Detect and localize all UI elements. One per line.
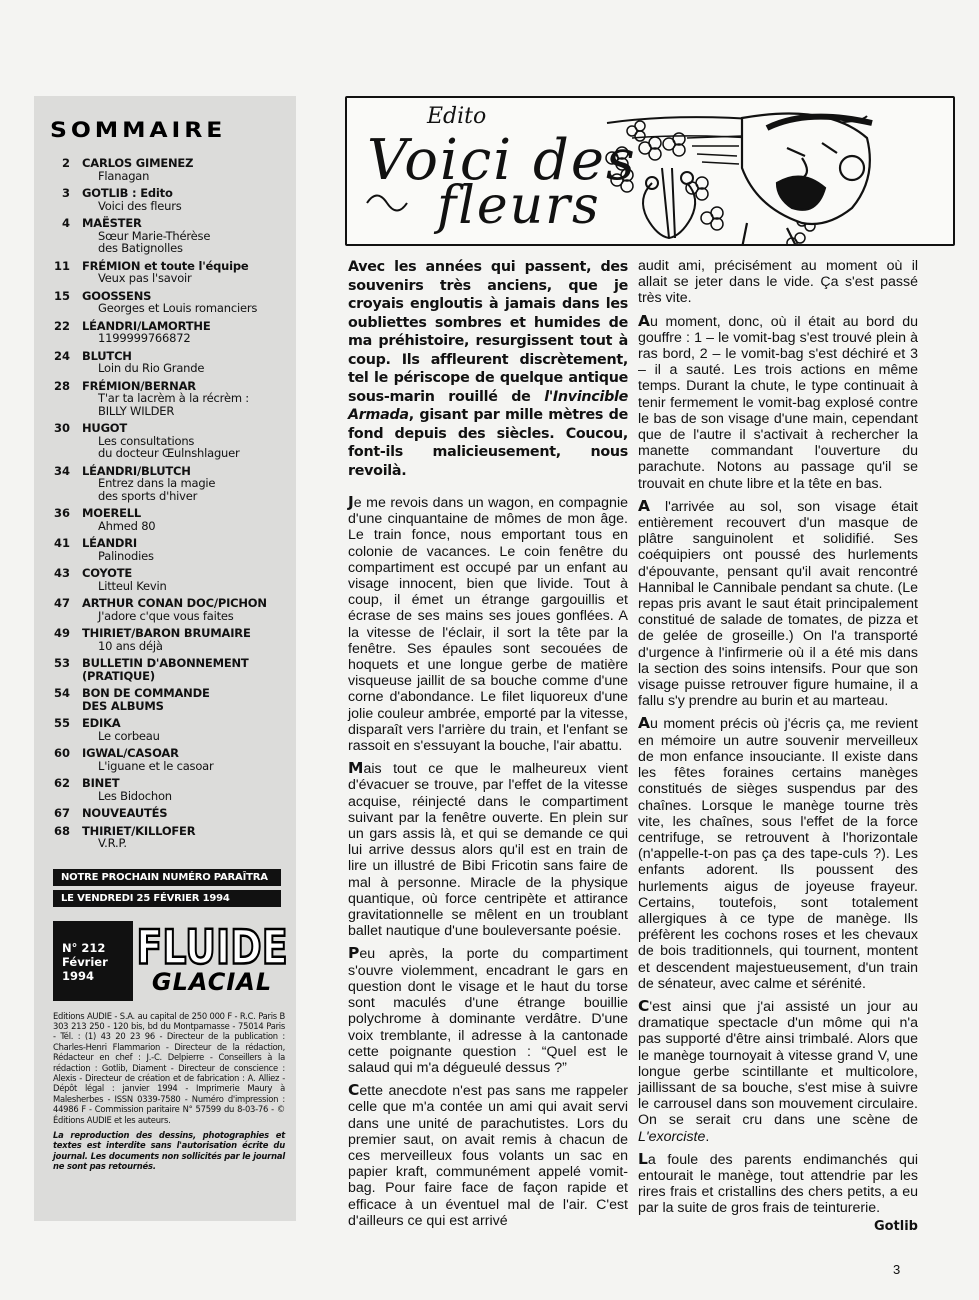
issue-month: Février [62,954,108,969]
toc-page-number: 28 [53,378,70,393]
toc-item [48,597,286,622]
toc-author: IGWAL/CASOAR [82,746,179,760]
toc-author: HUGOT [82,421,128,435]
toc-author: FRÉMION et toute l'équipe [82,258,249,273]
toc-page-number: 67 [53,806,70,820]
toc-title: L'iguane et le casoar [98,758,214,773]
sommaire-title: SOMMAIRE [50,118,227,142]
toc-title: Georges et Louis romanciers [98,301,258,315]
paragraph-text: e me revois dans un wagon, en compagnie d'une cinquantaine de mômes de mon âge. Le train fonce, nous emportant tous en colonie de vacances. Le coin fenêtre du compartiment est occupé par un enfant au visage innocent, bien que livide. Tout à coup, il émet un étrange gargouillis et écrase de ses mains ses joues gonflées. A la vitesse de l'éclair, il sort la tête par la fenêtre. Ses épaules sont secouées de hoquets et une longue gerbe de matière visqueuse jaillit de sa bouche comme d'une corne d'abondance. Le filet liquoreux d'une jolie couleur ambrée, emporté par la vitesse, disparaît vers l'arrière du train, et l'enfant se rassoit en s'essuyant la bouche, l'air abattu. [348,495,628,755]
toc-page-number: 62 [53,776,70,790]
toc-page-number: 34 [53,463,70,478]
paragraph-italic: L'exorciste [638,1128,706,1145]
toc-item [48,777,286,802]
logo-line-2: GLACIAL [151,967,273,996]
toc-page-number: 11 [53,258,70,273]
left-paragraphs [348,494,628,1229]
toc-entry [82,825,286,850]
article-column-right [638,258,918,1235]
lead-text: Avec les années qui passent, des souvenirs très anciens, que je croyais engloutis à jamais dans les oubliettes sombres et humides de ma préhistoire, resurgissent tout à coup. Ils affleurent discrètement, tel le périscope de quelque antique sous-marin rouillé de [348,259,628,405]
drop-cap: A [638,714,650,733]
issue-block [53,921,286,1001]
toc-title: Palinodies [98,548,154,563]
toc-entry [82,380,286,418]
toc-entry [82,597,286,622]
toc-entry [82,717,286,742]
article-paragraph [638,998,918,1145]
toc-page-number: 55 [53,716,70,730]
toc-page-number: 43 [53,566,70,580]
edito-label: Edito [427,104,487,129]
issue-number: N° 212 [62,940,106,955]
toc-author: THIRIET/KILLOFER [82,823,196,838]
article-paragraph [348,1082,628,1229]
toc-item [48,157,286,182]
paragraph-text: audit ami, précisément au moment où il allait se jeter dans le vide. Ça s'est passé très vite. [638,258,918,307]
article-lead [348,258,628,480]
toc-entry [82,567,286,592]
article-paragraph [638,715,918,991]
toc-page-number: 3 [61,186,70,200]
paragraph-text: a foule des parents endimanchés qui entourait le manège, tout attendrie par les rires frais et cristallins des chers petits, a eu par la suite de gros frais de teinturerie. [638,1151,918,1217]
toc-entry [82,260,286,285]
toc-title: Sœur Marie-Thérèse des Batignolles [98,228,211,255]
toc-author: CARLOS GIMENEZ [82,156,194,170]
drop-cap: J [348,493,354,511]
toc-author: GOOSSENS [82,288,152,303]
toc-entry [82,537,286,562]
toc-item [48,687,286,712]
toc-entry [82,807,286,820]
toc-author: LÉANDRI [82,536,137,550]
toc-item [48,350,286,375]
toc-entry [82,217,286,255]
toc-entry [82,422,286,460]
toc-item [48,217,286,255]
toc-author: EDIKA [82,716,121,730]
toc-item [48,187,286,212]
right-paragraphs [638,258,918,1217]
toc-page-number: 68 [53,823,70,838]
toc-item [48,380,286,418]
toc-page-number: 4 [61,216,70,230]
drop-cap: P [348,944,360,963]
lead-text-end: , gisant par mille mètres de fond depuis des siècles. Coucou, font-ils malicieusement, nous revoilà. [348,407,628,479]
toc-author: BLUTCH [82,348,132,363]
toc-entry [82,507,286,532]
toc-entry [82,157,286,182]
toc-item [48,260,286,285]
toc-author: COYOTE [82,566,132,580]
toc-title: Ahmed 80 [98,518,156,533]
toc-title: 1199999766872 [98,331,191,345]
toc-title: V.R.P. [98,836,127,850]
toc-author: LÉANDRI/LAMORTHE [82,318,211,333]
drop-cap: C [348,1081,360,1100]
toc-item [48,825,286,850]
toc-page-number: 2 [61,156,70,170]
toc-page-number: 49 [53,626,70,640]
toc-entry [82,290,286,315]
toc-entry [82,687,286,712]
paragraph-text-end: . [705,1128,710,1145]
toc-author: LÉANDRI/BLUTCH [82,463,191,478]
toc-entry [82,747,286,772]
table-of-contents [34,96,296,1221]
toc-title: 10 ans déjà [98,638,163,653]
legal-notice: Editions AUDIE - S.A. au capital de 250 000 F - R.C. Paris B 303 213 250 - 120 bis, bd du Montparnasse - 75014 Paris - Tél. : (1) 43 20 23 96 - Directeur de la publication : Charles-Henri Flammarion - Directeur de la rédaction, Rédacteur en chef : J.-C. Delpierre - Conseillers à la rédaction : Gotlib, Diament - Directeur de conscience : Alexis - Directeur de création et de fabrication : A. Alliez - Dépôt légal : janvier 1994 - Imprimerie Maury à Malesherbes - ISSN 0339-7580 - Numéro d'impression : 44986 F - Commission paritaire N° 57599 du 8-03-76 - © Éditions AUDIE et les auteurs. [53,1010,285,1125]
drop-cap: A [638,311,650,330]
toc-item [48,717,286,742]
paragraph-text: 'est ainsi que j'ai assisté un jour au dramatique spectacle d'un môme qui n'a pas supporté d'être ainsi trimbalé. Alors que le manège tournoyait à vitesse grand V, une longue gerbe scintillante et multicolore, jaillissant de sa bouche, s'est mise à suivre le carrousel dans son mouvement circulaire. On se serait cru dans une scène de [638,998,918,1129]
toc-entry [82,187,286,212]
toc-list [48,157,286,850]
singing-man-icon [742,114,872,247]
toc-page-number: 15 [53,288,70,303]
toc-entry [82,777,286,802]
toc-page-number: 24 [53,348,70,363]
page-number: 3 [893,1262,901,1277]
paragraph-text: eu après, la porte du compartiment s'ouvre violemment, encadrant le gars en question dont le visage et le haut du torse sont maculés d'une étrange bouillie polychrome à dominante verdâtre. D'une voix tremblante, il adresse à la cantonade cette poignante question : “Quel est le salaud qui m'a dégueulé dessus ?” [348,946,628,1076]
toc-item [48,422,286,460]
drop-cap: L [638,1149,648,1168]
toc-author: NOUVEAUTÉS [82,806,168,820]
next-issue-date: LE VENDREDI 25 FÉVRIER 1994 [53,890,281,907]
toc-entry [82,350,286,375]
toc-page-number: 54 [53,686,70,700]
lead-italic: l'Invincible Armada [348,388,628,423]
toc-item [48,807,286,820]
issue-year: 1994 [62,968,95,983]
fluide-glacial-logo [136,919,288,1001]
toc-title: Le corbeau [98,728,160,743]
toc-title: Entrez dans la magie des sports d'hiver [98,476,216,503]
edito-banner-illustration [345,96,955,246]
toc-author: GOTLIB : Edito [82,186,173,200]
paragraph-text: ette anecdote n'est pas sans me rappeler celle que m'a contée un ami qui avait servi dans une unité de parachutistes. Lors du premier saut, on avait remis à chacun de ces merveilleux fous volants un sac en papier kraft, communément appelé vomit-bag. Pour faire face de façon rapide et efficace à un éventuel mal de l'air. C'est d'ailleurs ce qui est arrivé [348,1083,628,1229]
toc-item [48,567,286,592]
article-paragraph [348,945,628,1076]
article-paragraph [638,258,918,307]
paragraph-text: u moment précis où j'écris ça, me revient en mémoire un autre souvenir merveilleux de mon enfance insouciante. Il existe dans les fêtes foraines certains manèges constitués de sièges suspendus par des chaînes. Lorsque le manège tourne très vite, les chaînes, sous l'effet de la force centrifuge, se retrouvent à l'horizontale (n'appelle-t-on pas ça des tape-culs ?). Les enfants adorent. Ils poussent des hurlements aigus de joyeuse frayeur. Certains, toutefois, sont totalement allergiques à ce type de manège. Ils préfèrent les cochons roses et les chevaux de bois traditionnels, qui tournent, montent et descendent majestueusement, d'un train de sénateur, avec calme et sérénité. [638,716,918,992]
flower-icon [701,207,723,230]
toc-item [48,747,286,772]
toc-author: BULLETIN D'ABONNEMENT (PRATIQUE) [82,656,249,683]
issue-number-box [53,921,133,1001]
toc-page-number: 22 [53,318,70,333]
article-column-left [348,258,628,1235]
toc-author: THIRIET/BARON BRUMAIRE [82,626,251,640]
toc-author: MAËSTER [82,216,142,230]
article-paragraph [638,313,918,492]
toc-page-number: 47 [53,596,70,610]
toc-item [48,657,286,682]
article-paragraph [638,498,918,710]
drop-cap: A [638,496,650,515]
article-paragraph [348,760,628,939]
toc-entry [82,465,286,503]
toc-author: MOERELL [82,506,142,520]
toc-page-number: 60 [53,746,70,760]
flower-icon [686,177,708,200]
paragraph-text: ais tout ce que le malheureux vient d'évacuer se trouve, par l'effet de la vitesse acquise, réinjecté dans le compartiment suivant par la fenêtre ouverte. En plein sur un gars assis là, et qui se demande ce qui lui arrive dessus alors qu'il est en train de lire un illustré de Bibi Fricotin sans faire de mal à personne. Miracle de la physique quantique, où force centripète et attirance gravitationnelle se mêlent en un troublant ballet nautique d'une bouleversante poésie. [348,761,628,940]
toc-item [48,507,286,532]
toc-title: Les consultations du docteur Œulnshlaguer [98,433,240,460]
toc-entry [82,320,286,345]
toc-item [48,627,286,652]
paragraph-text: l'arrivée au sol, son visage était entièrement recouvert d'un masque de plâtre sanguinolent et solidifié. Ses coéquipiers ont poussé des hurlements d'épouvante, pensant qu'il avait rencontré Hannibal le Cannibale pendant sa chute. (Le repas pris avant le saut était principalement constitué de salade de tomates, de pizza et de gelée de groseille.) On l'a transporté d'urgence à l'infirmerie où il a été mis dans la section des soins intensifs. Pour que son visage puisse retrouver figure humaine, il a fallu s'y prendre au burin et au marteau. [638,498,919,710]
author-signature: Gotlib [873,1218,918,1234]
toc-title: Litteul Kevin [98,578,167,593]
next-issue-banner: NOTRE PROCHAIN NUMÉRO PARAÎTRA [53,869,281,886]
toc-entry [82,627,286,652]
toc-entry [82,657,286,682]
toc-title: Voici des fleurs [98,198,182,213]
article-paragraph [348,494,628,754]
toc-item [48,320,286,345]
toc-item [48,290,286,315]
toc-author: FRÉMION/BERNAR [82,378,196,393]
toc-page-number: 36 [53,506,70,520]
toc-title: J'adore c'que vous faites [98,608,234,623]
drop-cap: C [638,996,650,1015]
toc-title: T'ar ta lacrèm à la récrèm : BILLY WILDER [98,391,249,418]
lyre-icon [643,168,695,238]
toc-page-number: 30 [53,421,70,435]
toc-page-number: 41 [53,536,70,550]
toc-author: BON DE COMMANDE DES ALBUMS [82,686,210,713]
toc-author: BINET [82,776,120,790]
toc-page-number: 53 [53,656,70,670]
toc-item [48,465,286,503]
logo-line-1: FLUIDE [136,919,288,974]
edito-title-line-2: fleurs [437,176,601,236]
toc-title: Les Bidochon [98,788,172,803]
toc-author: ARTHUR CONAN DOC/PICHON [82,596,267,610]
edito-title-line-1: Voici des [367,128,637,193]
drop-cap: M [348,759,364,778]
paragraph-text: u moment, donc, où il était au bord du gouffre : 1 – le vomit-bag s'est trouvé plein à ras bord, 2 – le vomit-bag s'est déchiré et 3 – il a sauté. Les trois actions en même temps. Durant la chute, le type continuait à tenir fermement le vomit-bag explosé contre le bas de son visage d'une main, cependant que de l'autre il s'activait à rechercher la manette commandant l'ouverture du parachute. Notons au passage qu'il se trouvait en chute libre et la tête en bas. [638,313,918,492]
toc-item [48,537,286,562]
toc-title: Loin du Rio Grande [98,361,205,375]
article-paragraph [638,1151,918,1217]
toc-title: Veux pas l'savoir [98,271,192,285]
reproduction-notice: La reproduction des dessins, photographies et textes est interdite sans l'autorisation écrite du journal. Les documents non sollicités par le journal ne sont pas retournés. [53,1129,285,1172]
toc-title: Flanagan [98,168,150,183]
